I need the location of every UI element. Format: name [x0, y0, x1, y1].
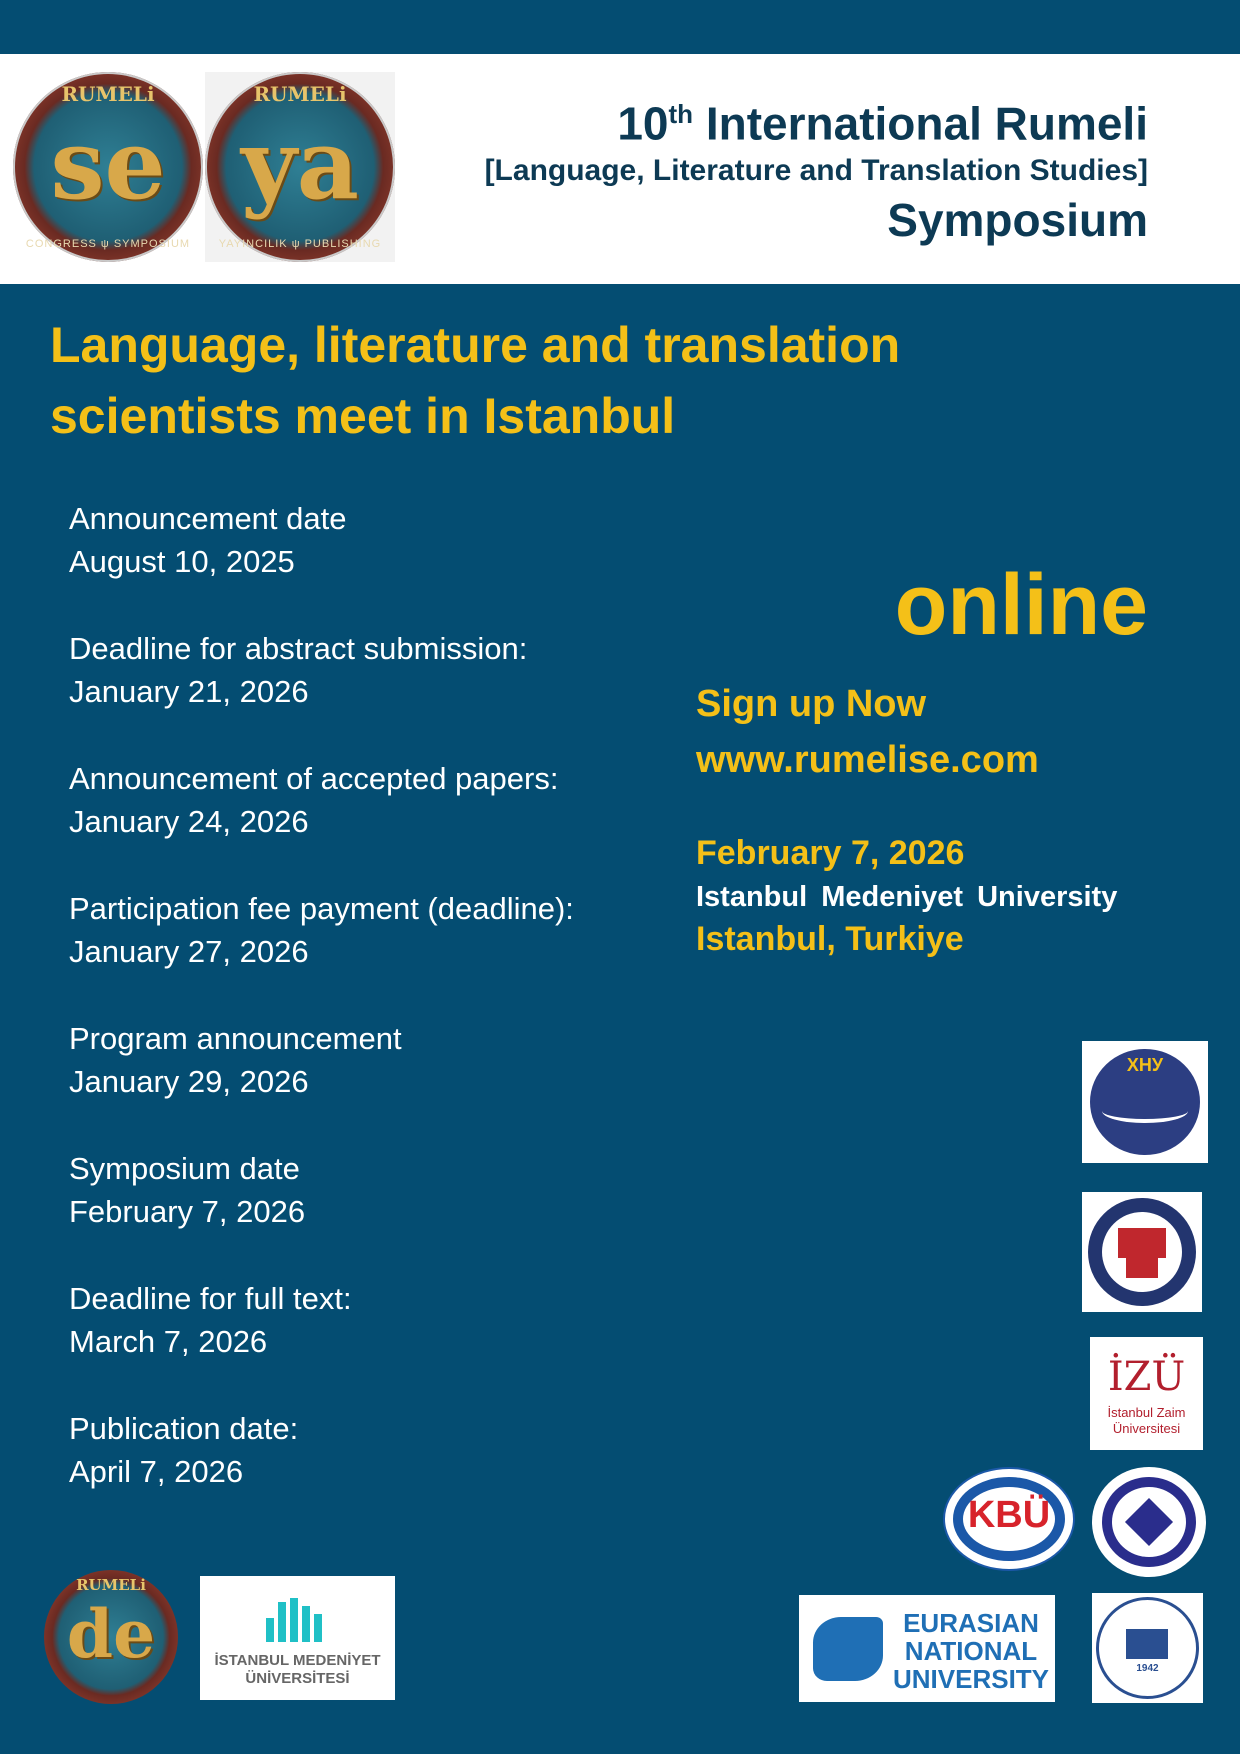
- timeline-item: Announcement date August 10, 2025: [69, 501, 347, 579]
- eurasian-national-university-logo: EURASIAN NATIONAL UNIVERSITY: [799, 1595, 1055, 1702]
- kbu-logo: KBÜ: [943, 1467, 1079, 1573]
- rumeli-se-logo: RUMELi se CONGRESS ψ SYMPOSIUM: [13, 72, 203, 262]
- signup-label: Sign up Now: [696, 683, 927, 725]
- national-university-mongolia-logo: 1942: [1092, 1593, 1203, 1703]
- timeline: [69, 497, 629, 1537]
- belgrade-university-logo: [1082, 1192, 1202, 1312]
- hnu-wave: [1102, 1099, 1188, 1123]
- book-icon: [1118, 1228, 1166, 1258]
- timeline-item: Participation fee payment (deadline): January 27, 2026: [69, 891, 574, 969]
- timeline-item: Publication date: April 7, 2026: [69, 1411, 299, 1489]
- header: [0, 54, 1240, 284]
- istanbul-zaim-logo: İZÜ İstanbul Zaim Üniversitesi: [1090, 1337, 1203, 1450]
- symposium-title: [485, 86, 1148, 249]
- title-line-1: 10th International Rumeli: [617, 97, 1148, 150]
- event-venue: Istanbul Medeniyet University: [696, 881, 1118, 913]
- rumeli-de-logo: RUMELi de: [44, 1570, 178, 1704]
- istanbul-aydin-logo: [1092, 1467, 1208, 1577]
- building-icon: [1126, 1629, 1168, 1659]
- event-city: Istanbul, Turkiye: [696, 920, 964, 958]
- hnu-logo: ХНУ: [1082, 1041, 1208, 1163]
- rumeli-ya-logo: RUMELi ya YAYINCILIK ψ PUBLISHING: [205, 72, 395, 262]
- timeline-item: Symposium date February 7, 2026: [69, 1151, 306, 1229]
- title-line-3: Symposium: [887, 194, 1148, 247]
- timeline-item: Deadline for full text: March 7, 2026: [69, 1281, 352, 1359]
- headline: Language, literature and translation scientists meet in Istanbul: [50, 317, 901, 444]
- online-badge: online: [894, 557, 1148, 653]
- event-date: February 7, 2026: [696, 834, 965, 872]
- signup-block: [696, 676, 1039, 788]
- horse-icon: [813, 1617, 883, 1681]
- istanbul-medeniyet-logo: İSTANBUL MEDENİYET ÜNİVERSİTESİ: [200, 1576, 395, 1700]
- timeline-item: Program announcement January 29, 2026: [69, 1021, 402, 1099]
- timeline-item: Deadline for abstract submission: January 21, 2026: [69, 631, 528, 709]
- top-band: [0, 0, 1240, 54]
- timeline-item: Announcement of accepted papers: January 24, 2026: [69, 761, 559, 839]
- castle-icon: [1126, 1258, 1158, 1278]
- title-subtitle: [Language, Literature and Translation Studies]: [484, 154, 1148, 188]
- imu-bars-icon: [266, 1598, 326, 1642]
- website-link[interactable]: www.rumelise.com: [696, 739, 1039, 781]
